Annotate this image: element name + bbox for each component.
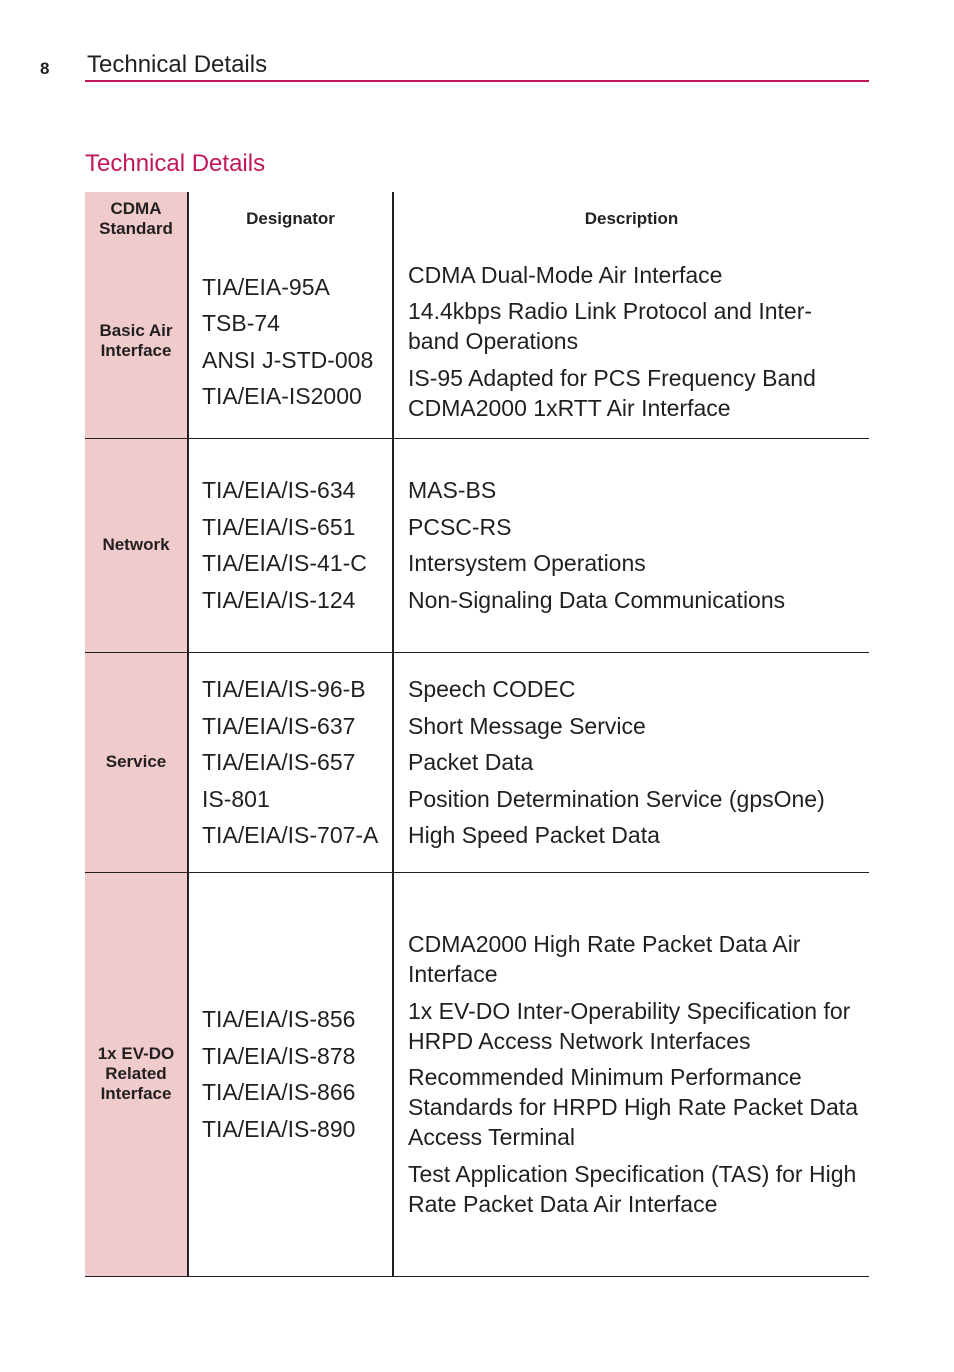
designator-item: TIA/EIA/IS-657: [202, 749, 356, 775]
description-item: IS-95 Adapted for PCS Frequency Band CDMA2000 1xRTT Air Interface: [408, 364, 816, 421]
designator-item: TIA/EIA/IS-651: [202, 513, 356, 540]
description-item: Non-Signaling Data Communications: [408, 586, 786, 613]
page-number: 8: [40, 59, 50, 78]
description-item: Recommended Minimum Performance Standards for HRPD High Rate Packet Data Access Terminal: [408, 1064, 858, 1151]
description-item: 14.4kbps Radio Link Protocol and Inter-band Operations: [408, 298, 813, 355]
standard-cell: [85, 438, 188, 652]
column-header-designator: Designator: [188, 192, 393, 245]
standard-label: 1x EV-DO: [97, 1044, 175, 1063]
table-row-service: [85, 652, 869, 872]
description-cell: [393, 652, 869, 872]
description-item: High Speed Packet Data: [408, 822, 660, 848]
description-item: PCSC-RS: [408, 513, 512, 540]
standard-label: Related: [105, 1064, 167, 1083]
description-item: Position Determination Service (gpsOne): [408, 785, 825, 812]
standard-label: Interface: [100, 1084, 172, 1103]
description-item: 1x EV-DO Inter-Operability Specification for HRPD Access Network Interfaces: [408, 997, 851, 1054]
designator-item: TIA/EIA/IS-890: [202, 1115, 356, 1142]
description-item: Packet Data: [408, 749, 534, 775]
description-item: Intersystem Operations: [408, 550, 646, 577]
designator-item: TIA/EIA/IS-856: [202, 1006, 356, 1033]
standard-cell: [85, 245, 188, 438]
description-item: CDMA2000 High Rate Packet Data Air Interface: [408, 931, 801, 988]
table-row-basic-air-interface: [85, 245, 869, 438]
header-rule: [85, 80, 869, 82]
designator-item: TIA/EIA/IS-124: [202, 586, 356, 613]
description-item: CDMA Dual-Mode Air Interface: [408, 261, 723, 288]
page-header: [38, 50, 869, 82]
column-header-description: Description: [393, 192, 869, 245]
standard-cell: [85, 872, 188, 1276]
section-title: Technical Details: [85, 150, 266, 177]
standard-cell: [85, 652, 188, 872]
designator-cell: [188, 245, 393, 438]
description-item: MAS-BS: [408, 477, 497, 504]
designator-item: TSB-74: [202, 310, 280, 336]
technical-details-table: [85, 192, 869, 1277]
standard-label: Basic Air: [99, 321, 173, 341]
designator-item: TIA/EIA-IS2000: [202, 383, 362, 409]
designator-item: ANSI J-STD-008: [202, 346, 374, 373]
description-cell: [393, 245, 869, 438]
header-title: Technical Details: [87, 51, 268, 78]
table-header-row: [85, 192, 869, 245]
designator-item: TIA/EIA/IS-41-C: [202, 550, 367, 577]
description-item: Test Application Specification (TAS) for High Rate Packet Data Air Interface: [408, 1160, 857, 1217]
standard-label: Service: [105, 752, 167, 771]
designator-item: TIA/EIA/IS-634: [202, 477, 356, 504]
description-cell: [393, 872, 869, 1276]
standard-label: Interface: [100, 341, 172, 361]
standard-label: Network: [102, 535, 170, 554]
table-row-network: [85, 438, 869, 652]
designator-cell: [188, 872, 393, 1276]
designator-cell: [188, 438, 393, 652]
designator-item: TIA/EIA/IS-878: [202, 1042, 356, 1069]
designator-item: TIA/EIA/IS-96-B: [202, 676, 366, 702]
description-item: Short Message Service: [408, 712, 646, 739]
description-cell: [393, 438, 869, 652]
table-row-1x-ev-do-related-interface: [85, 872, 869, 1276]
designator-item: IS-801: [202, 785, 270, 812]
designator-item: TIA/EIA/IS-637: [202, 712, 356, 739]
designator-item: TIA/EIA/IS-707-A: [202, 822, 379, 848]
column-header-standard-line: CDMA: [110, 198, 162, 218]
designator-item: TIA/EIA-95A: [202, 273, 330, 300]
column-header-standard-line: Standard: [99, 218, 173, 238]
designator-cell: [188, 652, 393, 872]
column-header-standard: [85, 192, 188, 245]
description-item: Speech CODEC: [408, 676, 576, 702]
designator-item: TIA/EIA/IS-866: [202, 1079, 356, 1106]
